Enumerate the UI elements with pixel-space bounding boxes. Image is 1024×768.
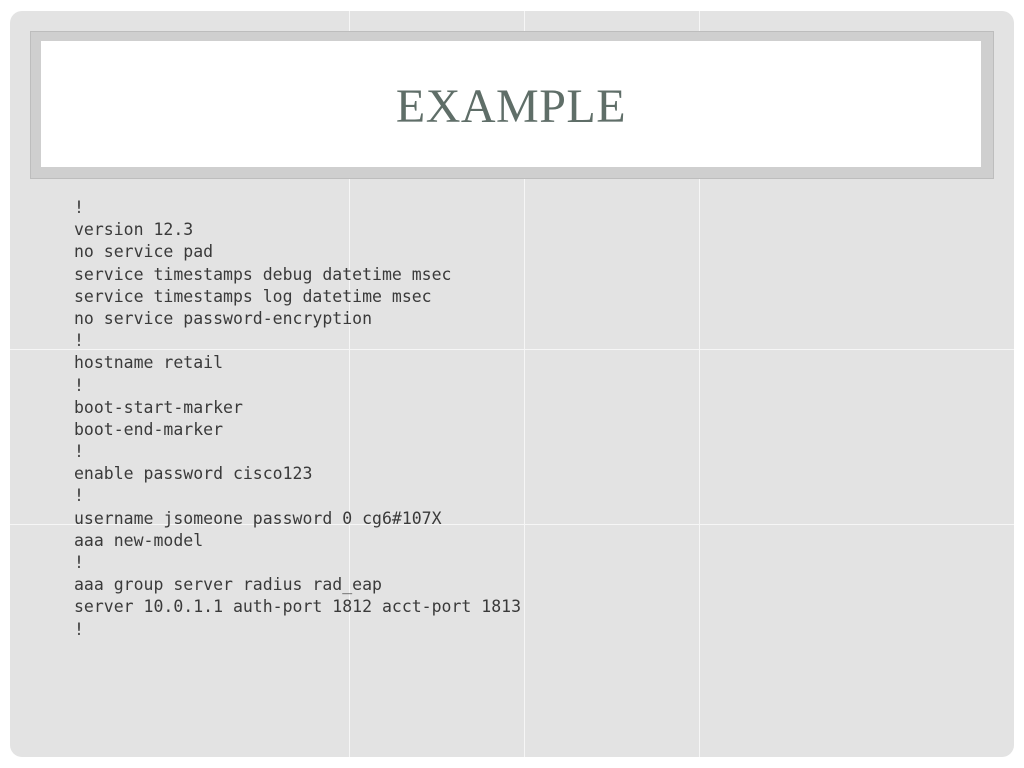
code-line: enable password cisco123 <box>74 464 313 484</box>
code-line: aaa new-model <box>74 530 204 550</box>
code-line: boot-start-marker <box>74 397 243 417</box>
code-line: ! <box>74 486 84 506</box>
slide-title: EXAMPLE <box>395 79 627 133</box>
code-line: hostname retail <box>74 353 224 373</box>
code-line: ! <box>74 553 84 572</box>
code-line: boot-end-marker <box>74 419 224 439</box>
slide <box>10 11 1014 757</box>
code-line: no service pad <box>74 242 214 262</box>
code-line: no service password-encryption <box>74 308 373 328</box>
title-box <box>41 41 981 167</box>
config-code-block <box>74 197 674 641</box>
code-line: ! <box>74 331 84 351</box>
title-frame <box>30 31 994 179</box>
code-line: service timestamps debug datetime msec <box>74 264 452 284</box>
code-line: ! <box>74 442 84 462</box>
code-line: ! <box>74 198 84 217</box>
code-line: server 10.0.1.1 auth-port 1812 acct-port 1813 <box>74 597 522 617</box>
code-line: version 12.3 <box>74 220 194 240</box>
code-line: aaa group server radius rad_eap <box>74 575 382 595</box>
code-line: service timestamps log datetime msec <box>74 286 432 306</box>
code-line: username jsomeone password 0 cg6#107X <box>74 508 442 528</box>
code-line: ! <box>74 619 84 639</box>
code-line: ! <box>74 375 84 395</box>
